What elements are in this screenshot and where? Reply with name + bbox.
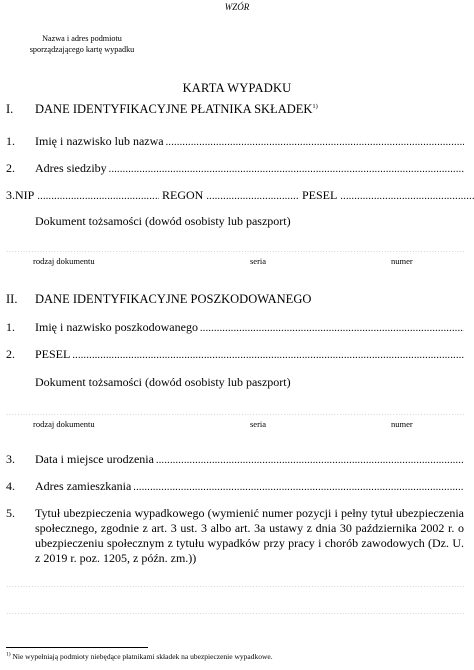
- issuer-caption-line2: sporządzającego kartę wypadku: [29, 45, 135, 54]
- fill-line[interactable]: [70, 347, 464, 362]
- section-1-title-text: DANE IDENTYFIKACYJNE PŁATNIKA SKŁADEK: [35, 102, 313, 116]
- section-2-title: DANE IDENTYFIKACYJNE POSZKODOWANEGO: [35, 292, 312, 306]
- injured-id-document-label: Dokument tożsamości (dowód osobisty lub paszport): [35, 375, 291, 389]
- insurance-title-fill-line-2[interactable]: [6, 602, 464, 614]
- injured-name-field[interactable]: [6, 320, 464, 336]
- document-title: KARTA WYPADKU: [182, 81, 292, 95]
- issuer-caption: [0, 33, 164, 55]
- fill-line[interactable]: [107, 161, 464, 176]
- field-number: 2.: [6, 347, 15, 361]
- field-label: Imię i nazwisko poszkodowanego: [35, 320, 198, 334]
- field-number: 4.: [6, 479, 15, 493]
- fill-line[interactable]: [131, 479, 464, 494]
- fill-line[interactable]: [154, 452, 464, 467]
- insurance-title-fill-line-1[interactable]: [6, 575, 464, 587]
- residence-address-field[interactable]: [6, 479, 464, 495]
- nip-fill-line[interactable]: [34, 188, 159, 204]
- field-number: 3.: [6, 452, 15, 466]
- fill-line[interactable]: [198, 320, 464, 335]
- payer-ids-row: [6, 188, 464, 204]
- watermark-label: WZÓR: [224, 2, 250, 12]
- payer-id-document-fill-line[interactable]: [6, 240, 464, 252]
- issuer-caption-line1: Nazwa i adres podmiotu: [42, 34, 122, 43]
- footnote-separator: [6, 647, 148, 648]
- section-1-number: I.: [6, 102, 14, 116]
- regon-label: REGON: [162, 188, 204, 202]
- document-series-caption: seria: [250, 419, 267, 429]
- injured-id-document-fill-line[interactable]: [6, 403, 464, 415]
- document-number-caption: numer: [391, 256, 413, 266]
- document-type-caption: rodzaj dokumentu: [33, 419, 95, 429]
- document-number-caption: numer: [391, 419, 413, 429]
- pesel-label: PESEL: [302, 188, 338, 202]
- payer-address-field[interactable]: [6, 161, 464, 177]
- footnote-ref: 1): [312, 102, 318, 110]
- field-number: 1.: [6, 320, 15, 334]
- document-series-caption: seria: [250, 256, 267, 266]
- nip-label: NIP: [15, 188, 35, 202]
- footnote: [6, 652, 273, 661]
- fill-line[interactable]: [164, 134, 464, 149]
- field-label: Imię i nazwisko lub nazwa: [35, 134, 164, 148]
- insurance-title-instruction: Tytuł ubezpieczenia wypadkowego (wymienić numer pozycji i pełny tytuł ubezpieczenia społecznego, zgodnie z art. 3 ust. 3 albo art. 3a ustawy z dnia 30 października 2002 r. o ubezpieczeniu społecznym z tytułu wypadków przy pracy i chorób zawodowych (Dz. U. z 2019 r. poz. 1205, z późn. zm.)): [35, 506, 464, 565]
- field-number: 2.: [6, 161, 15, 175]
- field-label: Adres siedziby: [35, 161, 107, 175]
- payer-id-document-label: Dokument tożsamości (dowód osobisty lub paszport): [35, 214, 291, 228]
- field-number: 1.: [6, 134, 15, 148]
- section-2-number: II.: [6, 292, 18, 306]
- section-2-heading: [6, 292, 464, 308]
- field-label: Adres zamieszkania: [35, 479, 132, 493]
- field-label: Data i miejsce urodzenia: [35, 452, 154, 466]
- regon-fill-line[interactable]: [203, 188, 299, 204]
- birth-date-place-field[interactable]: [6, 452, 464, 468]
- field-number: 5.: [6, 506, 15, 520]
- section-1-title: [35, 102, 318, 117]
- injured-pesel-field[interactable]: [6, 347, 464, 363]
- document-type-caption: rodzaj dokumentu: [33, 256, 95, 266]
- payer-name-field[interactable]: [6, 134, 464, 150]
- field-label: PESEL: [35, 347, 71, 361]
- footnote-mark: 1): [6, 651, 11, 658]
- pesel-fill-line[interactable]: [337, 188, 474, 204]
- section-1-heading: [6, 102, 464, 118]
- field-number: 3.: [6, 188, 15, 202]
- footnote-text: Nie wypełniają podmioty niebędące płatnikami składek na ubezpieczenie wypadkowe.: [12, 652, 273, 661]
